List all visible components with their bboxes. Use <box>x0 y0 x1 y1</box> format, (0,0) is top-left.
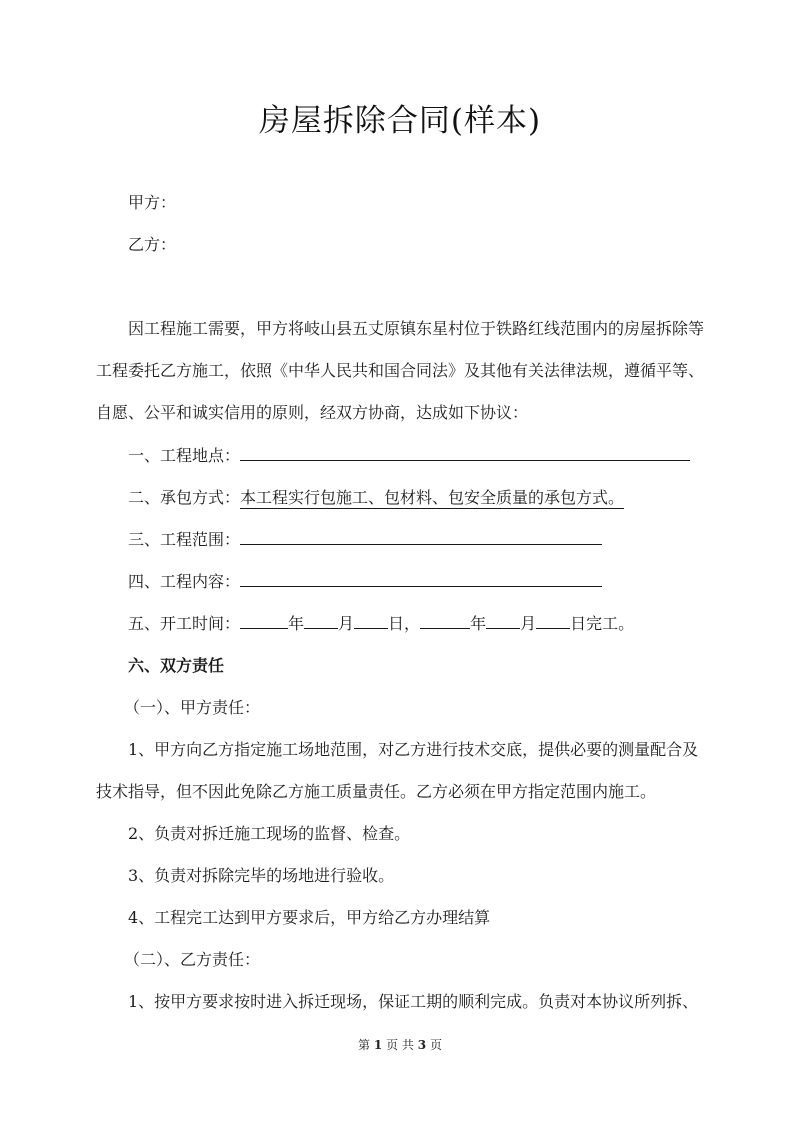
footer-ye: 页 <box>386 1038 399 1052</box>
item-location <box>128 443 690 466</box>
intro-line-1: 因工程施工需要，甲方将岐山县五丈原镇东星村位于铁路红线范围内的房屋拆除等 <box>128 319 705 338</box>
party-a-duty-2: 2、负责对拆迁施工现场的监督、检查。 <box>128 824 411 843</box>
item-start-time <box>128 611 634 634</box>
item-content-blank <box>240 569 602 587</box>
end-year-blank <box>420 611 470 629</box>
document-title: 房屋拆除合同(样本) <box>258 103 542 139</box>
item-scope <box>128 527 602 550</box>
intro-line-2: 工程委托乙方施工，依照《中华人民共和国合同法》及其他有关法律法规，遵循平等、 <box>96 361 705 380</box>
end-day-blank <box>536 611 570 629</box>
item-content-label: 四、工程内容： <box>128 572 241 591</box>
party-a-label: 甲方： <box>128 193 177 212</box>
party-b-duties-heading: （二）、乙方责任： <box>124 950 261 969</box>
start-day-label: 日， <box>388 614 421 633</box>
item-contract <box>128 485 624 508</box>
footer-ye2: 页 <box>429 1038 442 1052</box>
end-complete-label: 日完工。 <box>570 614 635 633</box>
party-a-duty-3: 3、负责对拆除完毕的场地进行验收。 <box>128 866 395 885</box>
start-year-label: 年 <box>288 614 305 633</box>
start-day-blank <box>354 611 388 629</box>
end-month-label: 月 <box>520 614 537 633</box>
start-month-label: 月 <box>338 614 355 633</box>
footer-page-number: 1 <box>373 1038 383 1052</box>
party-a-duty-1-line-1: 1、甲方向乙方指定施工场地范围，对乙方进行技术交底，提供必要的测量配合及 <box>128 740 699 759</box>
item-contract-value: 本工程实行包施工、包材料、包安全质量的承包方式。 <box>240 488 625 507</box>
page-footer <box>0 1036 800 1053</box>
item-start-label: 五、开工时间： <box>128 614 241 633</box>
footer-gong: 共 <box>401 1038 414 1052</box>
end-year-label: 年 <box>470 614 487 633</box>
party-a-duty-1-line-2: 技术指导，但不因此免除乙方施工质量责任。乙方必须在甲方指定范围内施工。 <box>96 782 657 801</box>
item-location-label: 一、工程地点： <box>128 446 241 465</box>
item-location-blank <box>240 443 690 461</box>
item-contract-label: 二、承包方式： <box>128 488 241 507</box>
intro-line-3: 自愿、公平和诚实信用的原则，经双方协商，达成如下协议： <box>96 403 529 422</box>
end-month-blank <box>486 611 520 629</box>
item-content <box>128 569 602 592</box>
party-a-duty-4: 4、工程完工达到甲方要求后，甲方给乙方办理结算 <box>128 908 491 927</box>
item-scope-label: 三、工程范围： <box>128 530 241 549</box>
item-scope-blank <box>240 527 602 545</box>
party-b-duty-1-line-1: 1、按甲方要求按时进入拆迁现场，保证工期的顺利完成。负责对本协议所列拆、 <box>128 992 699 1011</box>
start-year-blank <box>240 611 288 629</box>
start-month-blank <box>304 611 338 629</box>
party-b-label: 乙方： <box>128 235 177 254</box>
footer-di: 第 <box>358 1038 371 1052</box>
section-6-heading: 六、双方责任 <box>128 656 225 675</box>
footer-total-pages: 3 <box>417 1038 427 1052</box>
party-a-duties-heading: （一）、甲方责任： <box>124 698 261 717</box>
